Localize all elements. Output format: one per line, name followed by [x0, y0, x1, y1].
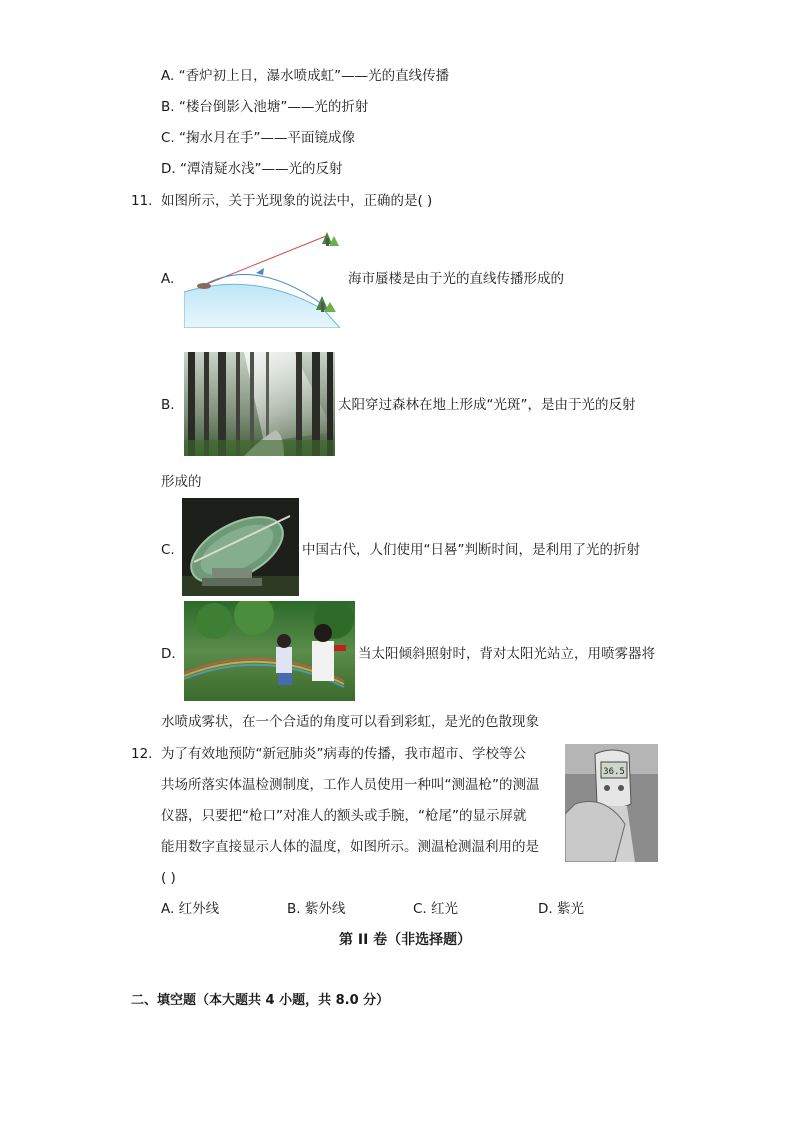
q12-option-c: C. 红光	[413, 901, 459, 917]
mirage-diagram	[184, 226, 340, 328]
q10-option-a: A. “香炉初上日，瀑水喷成虹”——光的直线传播	[161, 68, 450, 84]
q11-option-a-label: A.	[161, 271, 175, 287]
q11-number: 11.	[131, 193, 153, 209]
q11-option-c-label: C.	[161, 542, 175, 558]
q10-option-c: C. “掬水月在手”——平面镜成像	[161, 130, 355, 146]
q11-option-b-text: 太阳穿过森林在地上形成“光斑”，是由于光的反射	[338, 397, 636, 413]
q12-line-2: 共场所落实体温检测制度，工作人员使用一种叫“测温枪”的测温	[161, 777, 540, 793]
q11-option-a-text: 海市蜃楼是由于光的直线传播形成的	[348, 271, 564, 287]
q12-option-b: B. 紫外线	[287, 901, 346, 917]
q12-line-1: 为了有效地预防“新冠肺炎”病毒的传播，我市超市、学校等公	[161, 746, 526, 762]
q12-option-d: D. 紫光	[538, 901, 584, 917]
thermometer-gun-photo	[565, 744, 658, 862]
q11-option-b-label: B.	[161, 397, 175, 413]
q11-stem: 如图所示，关于光现象的说法中，正确的是( )	[161, 193, 433, 209]
q11-option-d-text-cont: 水喷成雾状，在一个合适的角度可以看到彩虹，是光的色散现象	[161, 714, 539, 730]
forest-light-photo	[184, 352, 335, 456]
thermometer-reading: 36.5	[603, 767, 625, 777]
q12-option-a: A. 红外线	[161, 901, 220, 917]
section-heading: 二、填空题（本大题共 4 小题，共 8.0 分）	[131, 993, 390, 1008]
q12-line-4: 能用数字直接显示人体的温度，如图所示。测温枪测温利用的是	[161, 839, 539, 855]
q11-option-c-text: 中国古代，人们使用“日晷”判断时间，是利用了光的折射	[302, 542, 640, 558]
q11-option-d-label: D.	[161, 646, 176, 662]
q11-option-b-text-cont: 形成的	[161, 474, 202, 490]
q12-line-5: ( )	[161, 870, 176, 886]
q12-number: 12.	[131, 746, 153, 762]
q11-option-d-text: 当太阳倾斜照射时，背对太阳光站立，用喷雾器将	[358, 646, 655, 662]
q10-option-b: B. “楼台倒影入池塘”——光的折射	[161, 99, 369, 115]
rainbow-photo	[184, 601, 355, 701]
q12-line-3: 仪器，只要把“枪口”对准人的额头或手腕，“枪尾”的显示屏就	[161, 808, 527, 824]
sundial-photo	[182, 498, 299, 596]
q10-option-d: D. “潭清疑水浅”——光的反射	[161, 161, 343, 177]
volume-title: 第 II 卷（非选择题）	[339, 932, 472, 948]
